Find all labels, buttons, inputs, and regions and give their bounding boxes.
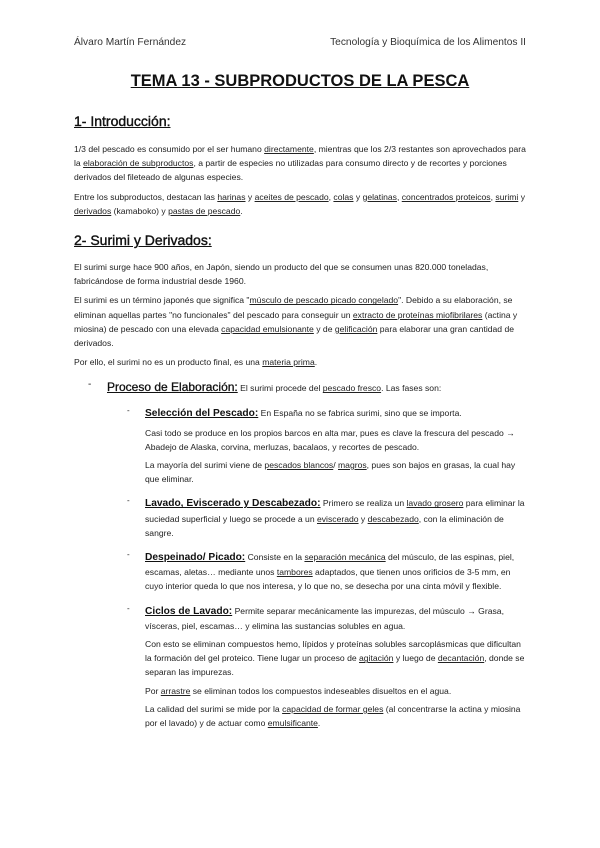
text-run: ,: [396, 191, 402, 202]
text-run: .: [240, 205, 243, 216]
fase-despinado: [74, 550, 526, 594]
document-body: [74, 72, 526, 730]
seleccion-paragraph-2: [74, 458, 526, 486]
fase-ciclos: [74, 604, 526, 633]
bullet-dash: -: [127, 406, 130, 416]
author-name: Álvaro Martín Fernández: [74, 37, 187, 48]
underlined-term: colas: [333, 191, 354, 202]
text-run: (kamaboko) y: [111, 205, 169, 216]
ciclos-paragraph-1: [74, 637, 526, 680]
text-run: Primero se realiza un: [320, 498, 407, 509]
underlined-term: gelificación: [334, 323, 378, 334]
underlined-term: gelatinas: [362, 191, 397, 202]
fase-seleccion-line: [145, 406, 526, 421]
underlined-term: harinas: [217, 191, 246, 202]
underlined-term: magros: [338, 460, 367, 471]
underlined-term: tambores: [276, 567, 313, 578]
text-run: para eliminar la suciedad superficial y luego se procede a un: [145, 498, 525, 524]
underlined-term: agitación: [359, 653, 394, 664]
text-run: Con esto se eliminan compuestos hemo, lípidos y proteínas solubles sarcoplásmicas que dificultan la formación del gel proteico. Tiene lugar un proceso de: [145, 639, 521, 664]
fase-lavado-text: [145, 496, 526, 540]
underlined-term: extracto de proteínas miofibrilares: [352, 309, 483, 320]
text-run: , mientras que los 2/3 restantes son aprovechados para la: [74, 144, 526, 169]
text-run: y: [245, 191, 255, 202]
text-run: Por ello, el surimi no es un producto final, es una: [74, 357, 263, 368]
text-run: (actina y miosina) de pescado con una elevada: [74, 309, 518, 334]
text-run: . Las fases son:: [381, 383, 442, 394]
text-run: ". Debido a su elaboración, se eliminan aquellas partes "no funcionales" del pescado para conseguir un: [74, 295, 513, 320]
text-run: Entre los subproductos, destacan las: [74, 191, 218, 202]
underlined-term: emulsificante: [267, 718, 318, 729]
underlined-term: directamente: [264, 144, 314, 154]
surimi-paragraph-1: El surimi surge hace 900 años, en Japón, siendo un producto del que se consumen unas 820.000 toneladas, fabricándose de forma industrial desde 1960.: [74, 262, 489, 287]
text-run: Por: [145, 685, 161, 696]
proceso-heading: Proceso de Elaboración:: [107, 380, 238, 395]
bullet-dash: -: [88, 379, 92, 391]
text-run: (al concentrarse la actina y miosina por el lavado) y de actuar como: [145, 703, 521, 729]
text-run: y luego de: [393, 653, 438, 664]
text-run: /: [333, 460, 338, 471]
text-run: ,: [328, 191, 334, 202]
underlined-term: lavado grosero: [406, 498, 464, 509]
text-run: El surimi procede del: [237, 383, 323, 394]
fase-despinado-heading: Despeinado/ Picado:: [145, 552, 246, 564]
fase-lavado: [74, 496, 526, 540]
text-run: , con la eliminación de sangre.: [145, 513, 504, 538]
fase-ciclos-heading: Ciclos de Lavado:: [145, 605, 233, 617]
underlined-term: pescados blancos: [264, 460, 334, 471]
text-run: La calidad del surimi se mide por la: [145, 703, 283, 714]
ciclos-paragraph-3: [74, 702, 526, 730]
ciclos-paragraph-2: [74, 684, 526, 698]
text-run: .: [314, 357, 318, 368]
underlined-term: arrastre: [160, 685, 191, 696]
underlined-term: materia prima: [262, 357, 315, 368]
page-header: [74, 37, 526, 51]
text-run: y: [353, 191, 363, 202]
underlined-term: concentrados proteicos: [401, 191, 491, 202]
page-title: TEMA 13 - SUBPRODUCTOS DE LA PESCA: [130, 72, 470, 90]
text-run: y: [358, 513, 368, 524]
text-run: , pues son bajos en grasas, la cual hay que eliminar.: [145, 460, 516, 485]
text-run: Permite separar mecánicamente las impurezas, del músculo → Grasa, vísceras, piel, escamas… y elimina las sustancias solubles en agua.: [145, 605, 504, 631]
section-heading-surimi: 2- Surimi y Derivados:: [74, 232, 212, 249]
seleccion-paragraph-1: Casi todo se produce en los propios barcos en alta mar, pues es clave la frescura del pescado → Abadejo de Alaska, corvina, merluzas, bacalaos, y recortes de pescado.: [145, 427, 515, 452]
text-run: , a partir de especies no utilizadas para consumo directo y de recortes y porciones derivados del fileteado de algunas especies.: [74, 158, 507, 183]
underlined-term: capacidad emulsionante: [221, 323, 314, 334]
proceso-line: [107, 379, 526, 396]
underlined-term: derivados: [74, 205, 112, 216]
underlined-term: surimi: [495, 191, 519, 202]
underlined-term: pastas de pescado: [168, 205, 241, 216]
surimi-paragraph-3: [74, 355, 526, 369]
text-run: y: [518, 191, 525, 202]
text-run: En España no se fabrica surimi, sino que se importa.: [258, 408, 462, 419]
intro-paragraph-1: [74, 142, 526, 185]
text-run: para elaborar una gran cantidad de derivados.: [74, 323, 515, 349]
intro-paragraph-2: [74, 190, 526, 218]
underlined-term: pescado fresco: [322, 383, 382, 394]
bullet-dash: -: [127, 603, 130, 613]
underlined-term: elaboración de subproductos: [83, 158, 194, 169]
text-run: , donde se separan las impurezas.: [145, 653, 525, 678]
text-run: .: [317, 718, 321, 729]
underlined-term: músculo de pescado picado congelado: [249, 295, 399, 306]
fase-seleccion: [74, 406, 526, 421]
section-heading-introduccion: 1- Introducción:: [74, 113, 171, 129]
proceso-bullet: [74, 379, 526, 396]
text-run: Consiste en la: [245, 552, 305, 563]
fase-lavado-heading: Lavado, Eviscerado y Descabezado:: [145, 498, 321, 510]
bullet-dash: -: [127, 496, 130, 506]
underlined-term: eviscerado: [316, 513, 359, 524]
underlined-term: descabezado: [367, 513, 419, 524]
bullet-dash: -: [127, 550, 130, 560]
underlined-term: aceites de pescado: [254, 191, 329, 202]
text-run: ,: [490, 191, 496, 202]
text-run: y de: [313, 323, 335, 334]
underlined-term: decantación: [437, 653, 485, 664]
underlined-term: capacidad de formar geles: [282, 703, 384, 714]
text-run: El surimi es un término japonés que significa ": [74, 295, 250, 306]
course-name: Tecnología y Bioquímica de los Alimentos II: [330, 37, 526, 48]
text-run: La mayoría del surimi viene de: [145, 460, 265, 471]
fase-ciclos-text: [145, 604, 526, 633]
text-run: adaptados, que tienen unos orificios de 3-5 mm, en cuyo interior queda lo que nos interesa, y lo que no, se desecha por una cinta móvil y flexible.: [145, 567, 511, 592]
underlined-term: separación mecánica: [304, 552, 386, 563]
fase-seleccion-heading: Selección del Pescado:: [145, 408, 259, 420]
text-run: del músculo, de las espinas, piel, escamas, aletas… mediante unos: [145, 552, 515, 578]
text-run: 1/3 del pescado es consumido por el ser humano: [74, 144, 265, 154]
text-run: se eliminan todos los compuestos indeseables disueltos en el agua.: [190, 685, 452, 696]
fase-despinado-text: [145, 550, 526, 594]
surimi-paragraph-2: [74, 293, 526, 350]
